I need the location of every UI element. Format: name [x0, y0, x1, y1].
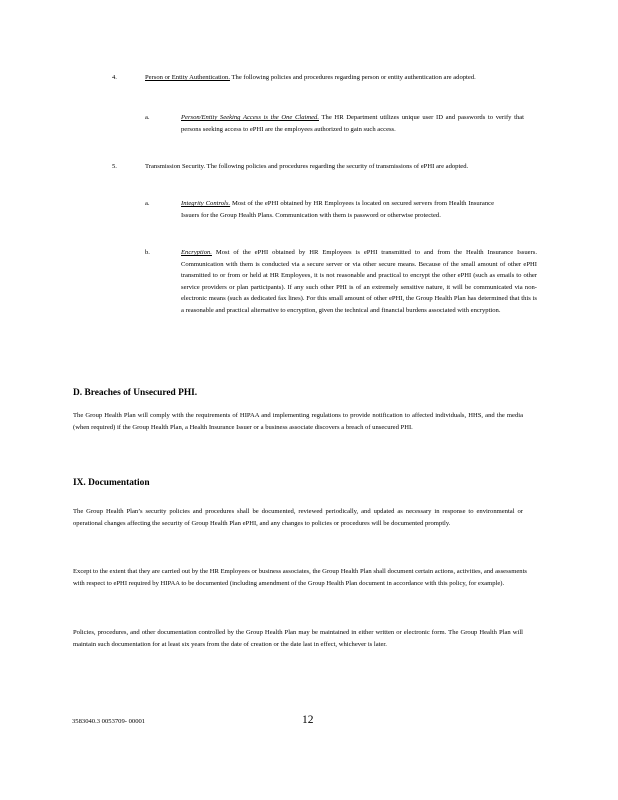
item-5b-paragraph [181, 247, 537, 317]
footer-page-number: 12 [302, 714, 314, 726]
item-5a-text: Most of the ePHI obtained by HR Employees is located on secured servers from Health Insurance Issuers for the Group Health Plans. Communication with them is password or otherwise protected. [181, 200, 494, 219]
item-4a-text: The HR Department utilizes unique user ID and passwords to verify that persons seeking access to ePHI are the employees authorized to gain such access. [181, 114, 525, 133]
item-5b-number: b. [145, 249, 150, 256]
footer-document-id: 3583040.3 0053709- 00001 [72, 718, 146, 725]
item-5-number: 5. [112, 163, 117, 170]
item-5-paragraph [145, 161, 522, 173]
section-ix-heading: IX. Documentation [73, 478, 150, 488]
section-d-heading: D. Breaches of Unsecured PHI. [73, 388, 198, 398]
item-5a-number: a. [145, 200, 150, 207]
item-4-text: The following policies and procedures regarding person or entity authentication are adopted. [229, 74, 476, 81]
section-ix-paragraph-2: Except to the extent that they are carried out by the HR Employees or business associates, the Group Health Plan shall document certain actions, activities, and assessments with respect to ePHI required by HIPAA to be documented (including amendment of the Group Health Plan document in accordance with this policy, for example). [73, 568, 527, 587]
item-4-heading: Person or Entity Authentication. [145, 74, 230, 81]
item-5a-heading: Integrity Controls. [181, 200, 231, 207]
section-ix-paragraph-3: Policies, procedures, and other documentation controlled by the Group Health Plan may be maintained in either written or electronic form. The Group Health Plan will maintain such documentation for at least six years from the date of creation or the date last in effect, whichever is later. [73, 629, 523, 648]
item-4a-paragraph [181, 112, 524, 135]
item-4a-number: a. [145, 114, 150, 121]
section-d-paragraph: The Group Health Plan will comply with the requirements of HIPAA and implementing regulations to provide notification to affected individuals, HHS, and the media (when required) if the Group Health Plan, a Health Insurance Issuer or a business associate discovers a breach of unsecured PHI. [73, 412, 523, 431]
item-5-heading: Transmission Security. [145, 163, 206, 170]
item-5b-text: Most of the ePHI obtained by HR Employees is ePHI transmitted to and from the Health Insurance Issuers. Communication with them is conducted via a secure server or via other secure means. Because of the small amount of other ePHI transmitted to or from or held at HR Employees, it is not reasonable and practical to encrypt the other ePHI (such as emails to other service providers or plan participants). If any such other PHI is of an extremely sensitive nature, it will be communicated via non-electronic means (such as dedicated fax lines). For this small amount of other ePHI, the Group Health Plan has determined that this is a reasonable and practical alternative to encryption, given the technical and financial burdens associated with encryption. [181, 249, 537, 314]
section-ix-paragraph-1: The Group Health Plan’s security policies and procedures shall be documented, reviewed periodically, and updated as necessary in response to environmental or operational changes affecting the security of Group Health Plan ePHI, and any changes to policies or procedures will be documented promptly. [73, 508, 523, 527]
item-5a-paragraph [181, 198, 494, 221]
item-5-text: The following policies and procedures regarding the security of transmissions of ePHI are adopted. [205, 163, 469, 170]
item-4a-heading: Person/Entity Seeking Access is the One Claimed. [181, 114, 319, 121]
item-4-number: 4. [112, 74, 117, 81]
item-5b-heading: Encryption. [181, 249, 212, 256]
item-4-paragraph [145, 72, 515, 84]
